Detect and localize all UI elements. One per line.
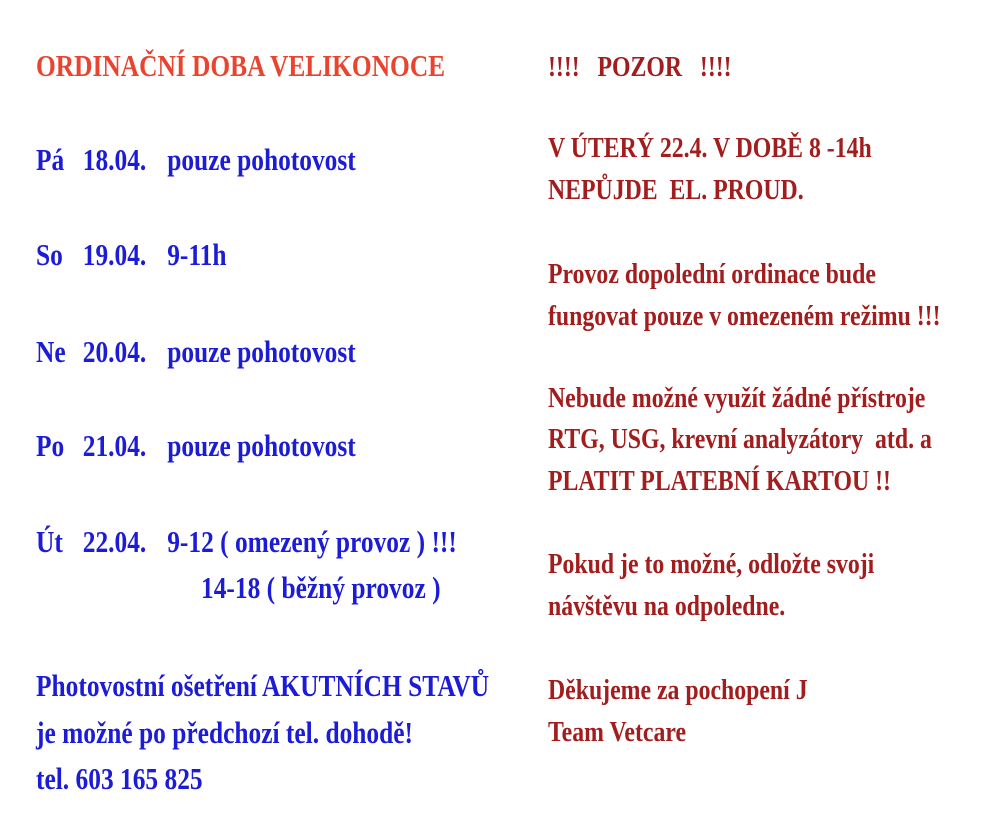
- schedule-text: pouze pohotovost: [167, 428, 356, 463]
- schedule-date: 22.04.: [82, 524, 147, 559]
- devices-line-1: Nebude možné využít žádné přístroje: [548, 382, 926, 414]
- schedule-row-monday: [36, 430, 356, 461]
- schedule-day: Po: [36, 428, 65, 463]
- limited-mode-line-1: Provoz dopolední ordinace bude: [548, 258, 876, 290]
- schedule-date: 20.04.: [82, 334, 147, 369]
- signature-team: Team Vetcare: [548, 716, 687, 748]
- power-outage-line-1: V ÚTERÝ 22.4. V DOBĚ 8 -14h: [548, 132, 872, 164]
- limited-mode-line-2: fungovat pouze v omezeném režimu !!!: [548, 300, 941, 332]
- emergency-line-2: je možné po předchozí tel. dohodě!: [36, 715, 414, 750]
- schedule-day: Út: [36, 524, 63, 559]
- schedule-text: pouze pohotovost: [167, 142, 356, 177]
- schedule-row-tuesday: [36, 526, 457, 557]
- devices-line-3: PLATIT PLATEBNÍ KARTOU !!: [548, 465, 891, 497]
- power-outage-line-2: NEPŮJDE EL. PROUD.: [548, 174, 804, 206]
- schedule-day: Pá: [36, 142, 65, 177]
- opening-hours-title: ORDINAČNÍ DOBA VELIKONOCE: [36, 48, 446, 83]
- schedule-day: Ne: [36, 334, 66, 369]
- postpone-line-2: návštěvu na odpoledne.: [548, 590, 786, 622]
- schedule-row-saturday: [36, 239, 227, 270]
- emergency-phone: tel. 603 165 825: [36, 761, 203, 796]
- schedule-row-tuesday-afternoon: 14-18 ( běžný provoz ): [201, 570, 441, 605]
- schedule-date: 18.04.: [82, 142, 147, 177]
- schedule-text: 9-12 ( omezený provoz ) !!!: [167, 524, 457, 559]
- schedule-row-sunday: [36, 336, 356, 367]
- devices-line-2: RTG, USG, krevní analyzátory atd. a: [548, 423, 932, 455]
- emergency-line-1: Photovostní ošetření AKUTNÍCH STAVŮ: [36, 668, 490, 703]
- schedule-date: 19.04.: [82, 237, 147, 272]
- postpone-line-1: Pokud je to možné, odložte svoji: [548, 548, 875, 580]
- schedule-text: pouze pohotovost: [167, 334, 356, 369]
- schedule-row-friday: [36, 144, 356, 175]
- schedule-text: 9-11h: [167, 237, 227, 272]
- schedule-day: So: [36, 237, 63, 272]
- schedule-date: 21.04.: [82, 428, 147, 463]
- thanks-line: Děkujeme za pochopení J: [548, 674, 808, 706]
- warning-title: !!!! POZOR !!!!: [548, 51, 732, 83]
